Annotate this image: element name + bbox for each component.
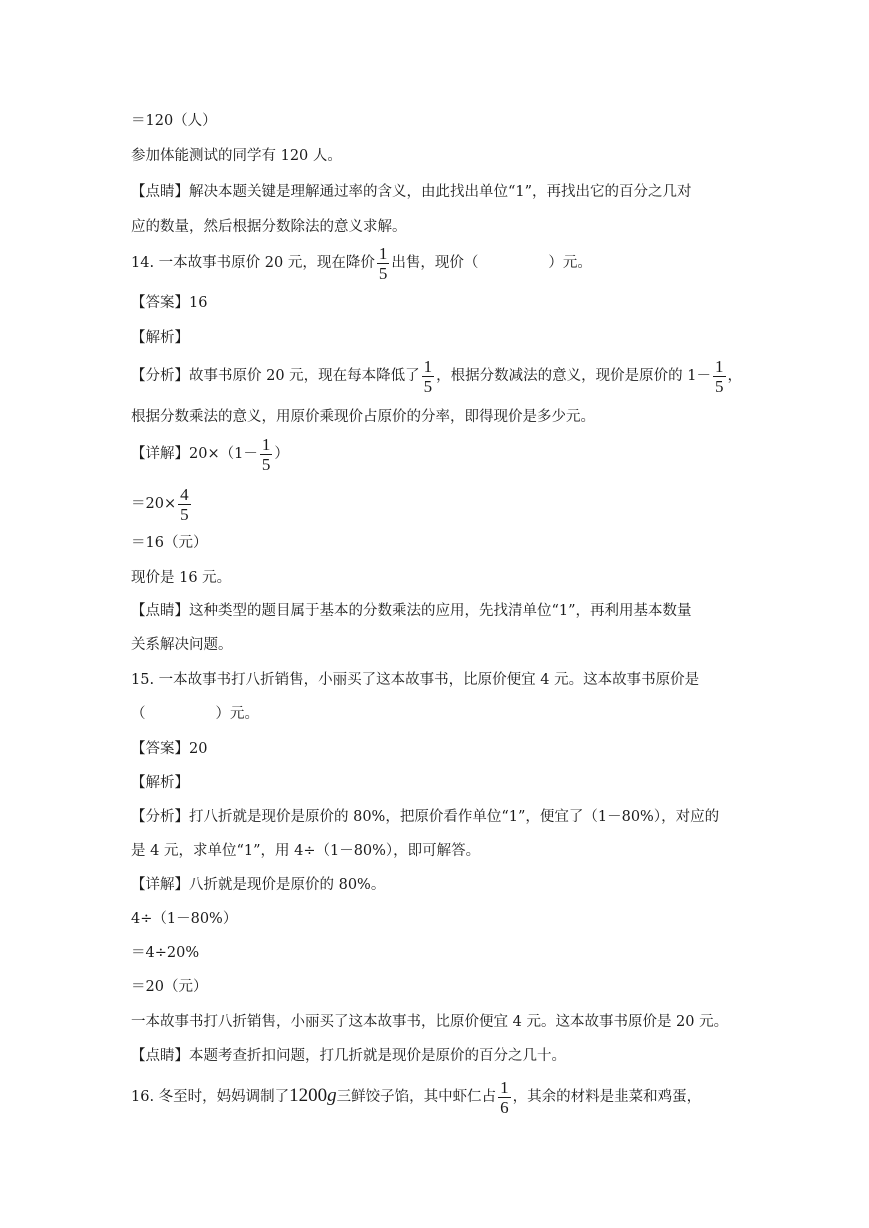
text-line <box>131 875 385 895</box>
step-line <box>131 909 237 929</box>
denominator: 6 <box>500 1097 509 1117</box>
text-line <box>131 146 342 166</box>
fraction <box>178 485 191 524</box>
step-line <box>131 977 207 997</box>
question-text: 14. 一本故事书原价 20 元，现在降价 <box>131 255 375 271</box>
fraction <box>713 357 726 396</box>
answer: 【答案】20 <box>131 741 208 757</box>
heading: 【解析】 <box>131 775 189 791</box>
text-line <box>131 841 480 861</box>
text: 是 4 元，求单位“1”，用 4÷（1－80%），即可解答。 <box>131 843 481 859</box>
denominator: 5 <box>423 376 433 396</box>
text: ＝16（元） <box>131 535 208 551</box>
question-text: ）元。 <box>548 255 592 271</box>
text: ， <box>727 368 743 384</box>
numerator: 1 <box>378 243 388 263</box>
analysis-heading <box>131 328 189 348</box>
text: ＝4÷20% <box>131 945 200 961</box>
answer: 【答案】16 <box>131 295 208 311</box>
question-text: 三鲜饺子馅，其中虾仁占 <box>336 1089 497 1105</box>
text-line <box>131 111 217 131</box>
text: 【分析】故事书原价 20 元，现在每本降低了 <box>131 368 420 384</box>
question-15 <box>131 670 699 690</box>
numerator: 1 <box>500 1077 509 1097</box>
denominator: 5 <box>715 376 724 396</box>
text-line <box>131 1046 566 1066</box>
question-text: 16. 冬至时，妈妈调制了 <box>131 1089 290 1105</box>
text: 应的数量，然后根据分数除法的意义求解。 <box>131 219 407 235</box>
answer-line <box>131 739 207 759</box>
question-text: （ <box>131 706 146 722</box>
answer-line <box>131 293 207 313</box>
fraction <box>260 435 273 474</box>
text: ，根据分数减法的意义，现价是原价的 1－ <box>436 368 712 384</box>
text-line <box>131 407 595 427</box>
question-text: 出售，现价（ <box>391 255 479 271</box>
question-16 <box>131 1075 701 1118</box>
text-line <box>131 601 692 621</box>
text: ） <box>274 446 289 462</box>
question-text: 15. 一本故事书打八折销售，小丽买了这本故事书，比原价便宜 4 元。这本故事书原价是 <box>131 672 700 688</box>
quantity-unit: g <box>327 1085 337 1106</box>
math-quantity <box>289 1085 337 1106</box>
denominator: 5 <box>261 454 271 474</box>
text: 【详解】20×（1－ <box>131 446 258 462</box>
text: 【点睛】解决本题关键是理解通过率的含义，由此找出单位“1”，再找出它的百分之几对 <box>131 184 692 200</box>
text: 关系解决问题。 <box>131 637 233 653</box>
text: ＝20（元） <box>131 979 208 995</box>
analysis-line <box>131 356 742 396</box>
text-line <box>131 217 407 237</box>
question-14 <box>131 243 592 283</box>
analysis-heading <box>131 773 189 793</box>
text-line <box>131 635 233 655</box>
text: 根据分数乘法的意义，用原价乘现价占原价的分率，即得现价是多少元。 <box>131 409 595 425</box>
text: 【点睛】这种类型的题目属于基本的分数乘法的应用，先找清单位“1”，再利用基本数量 <box>131 603 692 619</box>
text: 【点睛】本题考查折扣问题，打几折就是现价是原价的百分之几十。 <box>131 1048 566 1064</box>
step-line <box>131 484 193 524</box>
text-line <box>131 568 231 588</box>
text: ＝120（人） <box>131 113 217 129</box>
text: 一本故事书打八折销售，小丽买了这本故事书，比原价便宜 4 元。这本故事书原价是 20 元。 <box>131 1014 729 1030</box>
question-15-line2 <box>131 704 259 724</box>
numerator: 1 <box>261 434 271 454</box>
heading: 【解析】 <box>131 330 189 346</box>
text-line <box>131 182 692 202</box>
step-line <box>131 533 207 553</box>
fraction <box>422 357 435 396</box>
text-line <box>131 1012 728 1032</box>
step-line <box>131 943 199 963</box>
text: 现价是 16 元。 <box>131 570 232 586</box>
fraction <box>498 1078 511 1117</box>
text: 4÷（1－80%） <box>131 911 238 927</box>
fraction <box>377 244 390 283</box>
quantity-number: 1200 <box>289 1085 328 1106</box>
numerator: 1 <box>423 356 433 376</box>
question-text: ）元。 <box>215 706 259 722</box>
text: 参加体能测试的同学有 120 人。 <box>131 148 342 164</box>
detail-line <box>131 434 289 474</box>
text: 【详解】八折就是现价是原价的 80%。 <box>131 877 386 893</box>
numerator: 4 <box>180 484 189 504</box>
denominator: 5 <box>180 504 189 524</box>
text: ＝20× <box>131 496 177 512</box>
text: 【分析】打八折就是现价是原价的 80%，把原价看作单位“1”，便宜了（1－80%），对应的 <box>131 809 720 825</box>
denominator: 5 <box>378 263 388 283</box>
numerator: 1 <box>715 356 724 376</box>
question-text: ，其余的材料是韭菜和鸡蛋， <box>512 1089 702 1105</box>
text-line <box>131 807 719 827</box>
